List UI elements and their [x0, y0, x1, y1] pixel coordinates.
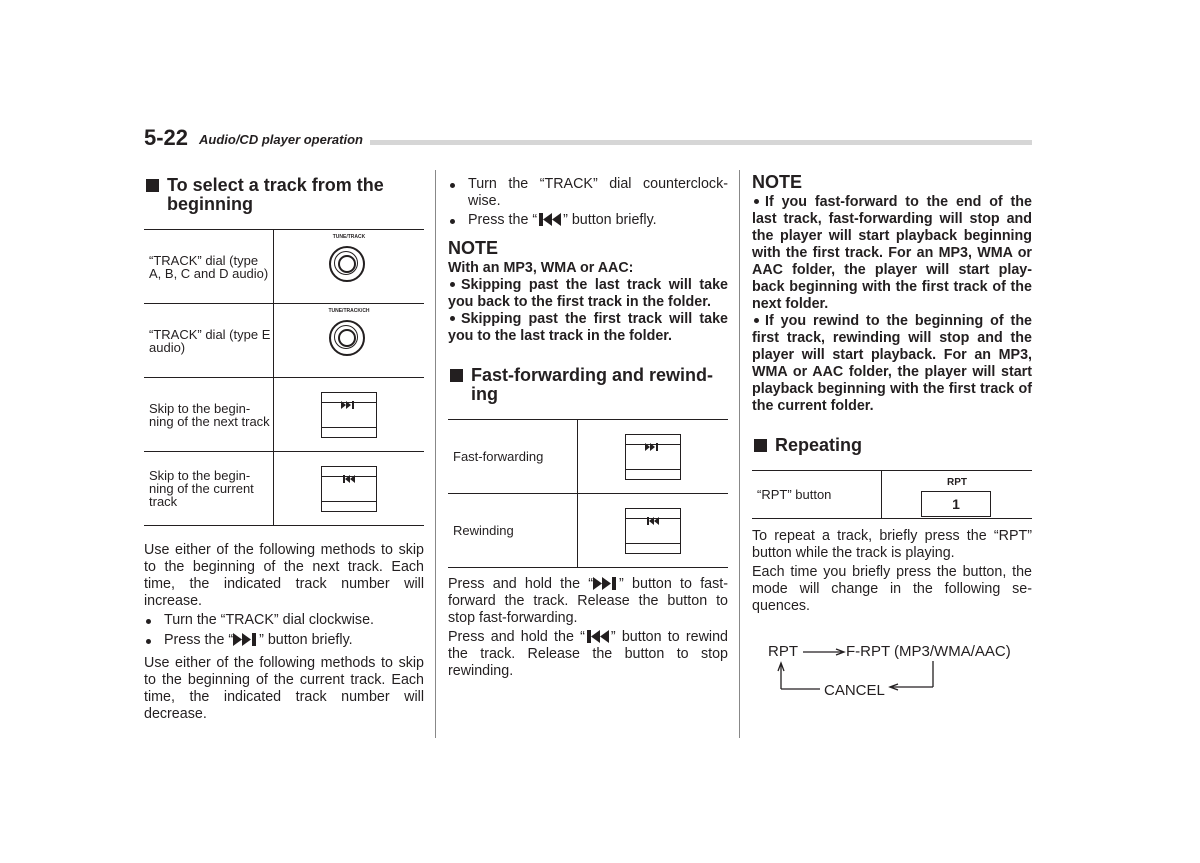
- table-row: [752, 471, 1032, 519]
- dial-label: TUNE/TRACK: [332, 233, 366, 240]
- track-dial-icon: [289, 234, 409, 300]
- seq-cancel: CANCEL: [824, 682, 885, 699]
- dial-knob-icon: [329, 246, 365, 282]
- bullet-icon: [754, 199, 759, 204]
- paragraph: Each time you briefly press the button, the mode will change in the following se-quences.: [752, 564, 1032, 614]
- rpt-display: 1: [921, 491, 991, 517]
- square-bullet-icon: [754, 439, 767, 452]
- table-row: [448, 494, 728, 568]
- note-heading: NOTE: [752, 172, 803, 192]
- sequence-arrows-icon: [752, 643, 1032, 703]
- table-row: [144, 452, 424, 526]
- list-item: Turn the “TRACK” dial counterclock-wise.: [448, 176, 728, 210]
- table-cell-label: “RPT” button: [752, 471, 882, 519]
- dial-label: TUNE/TRACK/CH: [328, 307, 370, 314]
- paragraph: Press and hold the “ ” button to fast-forward the track. Release the button to stop fast-forwarding.: [448, 576, 729, 626]
- chapter-title: Audio/CD player operation: [199, 132, 363, 147]
- square-bullet-icon: [146, 179, 159, 192]
- track-dial-icon: [289, 308, 409, 374]
- table-cell-image: [274, 230, 425, 304]
- bullet-icon: [754, 318, 759, 323]
- table-row: [144, 304, 424, 378]
- section-heading-select-track: To select a track from the beginning: [144, 176, 424, 214]
- bullet-icon: [450, 219, 455, 224]
- bullet-icon: [450, 316, 455, 321]
- paragraph: Press and hold the “ ” button to rewind the track. Release the button to stop rewinding.: [448, 629, 729, 679]
- paragraph: Use either of the following methods to skip to the beginning of the current track. Each time, the indicated track number will decrease.: [144, 655, 424, 722]
- paragraph: Use either of the following methods to skip to the beginning of the next track. Each time, the indicated track number will increase.: [144, 542, 424, 609]
- bullet-icon: [450, 183, 455, 188]
- note-text: With an MP3, WMA or AAC:: [448, 260, 634, 276]
- table-row: [448, 420, 728, 494]
- square-bullet-icon: [450, 369, 463, 382]
- table-cell-label: Skip to the begin-ning of the next track: [144, 378, 274, 452]
- section-heading-repeating: Repeating: [752, 436, 1032, 455]
- column-2: [448, 172, 728, 680]
- page-number: 5-22: [144, 125, 189, 150]
- seq-frpt: F-RPT (MP3/WMA/AAC): [846, 643, 1011, 660]
- note-box: [752, 172, 1032, 415]
- next-track-icon: [233, 633, 259, 646]
- list-item: Press the “ ” button briefly.: [144, 632, 424, 649]
- track-controls-table: [144, 229, 424, 526]
- fast-forward-button-icon: [625, 434, 681, 480]
- previous-track-icon: [537, 213, 563, 226]
- note-heading: NOTE: [448, 238, 499, 258]
- dial-knob-icon: [329, 320, 365, 356]
- column-divider: [739, 170, 740, 738]
- paragraph: To repeat a track, briefly press the “RPT” button while the track is playing.: [752, 528, 1032, 561]
- table-cell-image: [274, 304, 425, 378]
- column-3: [752, 172, 1032, 703]
- header-rule: [370, 140, 1032, 145]
- note-box: [448, 238, 728, 345]
- rewind-button-icon: [625, 508, 681, 554]
- bullet-icon: [450, 282, 455, 287]
- column-divider: [435, 170, 436, 738]
- table-row: [144, 230, 424, 304]
- bullet-icon: [146, 639, 151, 644]
- table-cell-label: Fast-forwarding: [448, 420, 578, 494]
- repeat-sequence-diagram: [752, 643, 1032, 703]
- fast-forward-table: [448, 419, 728, 568]
- column-1: [144, 172, 424, 723]
- table-cell-image: [882, 471, 1033, 519]
- table-cell-label: “TRACK” dial (type A, B, C and D audio): [144, 230, 274, 304]
- next-track-button-icon: [321, 392, 377, 438]
- table-cell-label: “TRACK” dial (type E audio): [144, 304, 274, 378]
- bullet-icon: [146, 619, 151, 624]
- page-header: [144, 124, 1032, 152]
- table-cell-label: Rewinding: [448, 494, 578, 568]
- list-item: Press the “ ” button briefly.: [448, 212, 728, 229]
- note-text: Skipping past the last track will take you back to the first track in the folder.: [448, 277, 728, 310]
- note-text: If you fast-forward to the end of the last track, fast-forwarding will stop and the player will start playback beginning with the first track. For an MP3, WMA or AAC folder, the player will start play-back beginning with the first track of the next folder.: [752, 194, 1032, 312]
- note-text: If you rewind to the beginning of the first track, rewinding will stop and the player will start playback. For an MP3, WMA or AAC folder, the player will start playback beginning with the first track of the current folder.: [752, 313, 1032, 414]
- table-cell-image: [578, 420, 729, 494]
- repeat-table: [752, 470, 1032, 519]
- list-item: Turn the “TRACK” dial clockwise.: [144, 612, 424, 629]
- note-text: Skipping past the first track will take you to the last track in the folder.: [448, 311, 728, 344]
- table-cell-image: [578, 494, 729, 568]
- rpt-label: RPT: [947, 477, 967, 488]
- table-cell-image: [274, 452, 425, 526]
- table-row: [144, 378, 424, 452]
- table-cell-image: [274, 378, 425, 452]
- table-cell-label: Skip to the begin-ning of the current track: [144, 452, 274, 526]
- previous-track-button-icon: [321, 466, 377, 512]
- previous-track-icon: [585, 630, 611, 643]
- next-track-icon: [593, 577, 619, 590]
- seq-rpt: RPT: [768, 643, 798, 660]
- section-heading-fast-forward: Fast-forwarding and rewind-ing: [448, 366, 728, 404]
